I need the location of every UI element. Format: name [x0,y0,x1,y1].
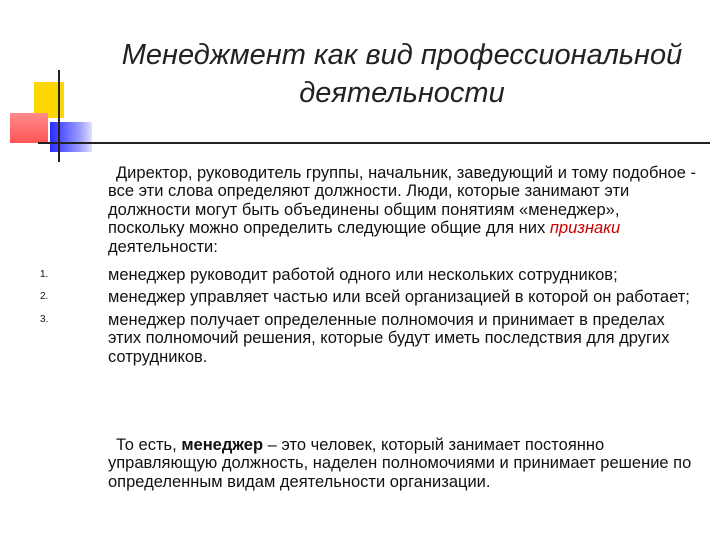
list-item-number: 3. [40,313,49,325]
list-item-number: 2. [40,291,49,303]
intro-part1: Директор, руководитель группы, начальник, заведующий и тому подобное - все эти слова определяют должности. Люди, которые занимают эти должности могут быть объединены общим понятиям «менеджер», поскольку можно определить следующие общие для них [108,164,696,238]
list-item [40,311,700,366]
slide-title-line2: деятельности [299,77,505,109]
slide-title-line1: Менеджмент как вид профессиональной [121,39,683,71]
list-item-number: 1. [40,269,49,280]
list-item-text: менеджер управляет частью или всей организацией в которой он работает; [108,288,690,307]
conclusion-prefix: То есть, [116,436,182,454]
features-list [40,266,700,370]
decor-red-square [10,113,48,143]
intro-paragraph [108,164,698,256]
list-item-text: менеджер получает определенные полномочия и принимает в пределах этих полномочий решения, которые будут иметь последствия для других сотрудников. [108,310,670,366]
decor-blue-square [50,122,92,152]
list-item [40,288,700,306]
conclusion-rest: – это человек, который занимает постоянно управляющую должность, наделен полномочиями и принимает решение по определенным видам деятельности организации. [108,436,692,491]
conclusion-bold-term: менеджер [181,436,264,454]
list-item [40,266,700,284]
slide-title [96,36,708,112]
title-divider-line [38,142,710,144]
list-item-text: менеджер руководит работой одного или нескольких сотрудников; [108,266,618,284]
conclusion-paragraph [108,436,698,491]
decor-vertical-line [58,70,60,162]
intro-highlight: признаки [549,219,621,238]
intro-part2: деятельности: [108,237,218,256]
intro-text [108,164,698,256]
